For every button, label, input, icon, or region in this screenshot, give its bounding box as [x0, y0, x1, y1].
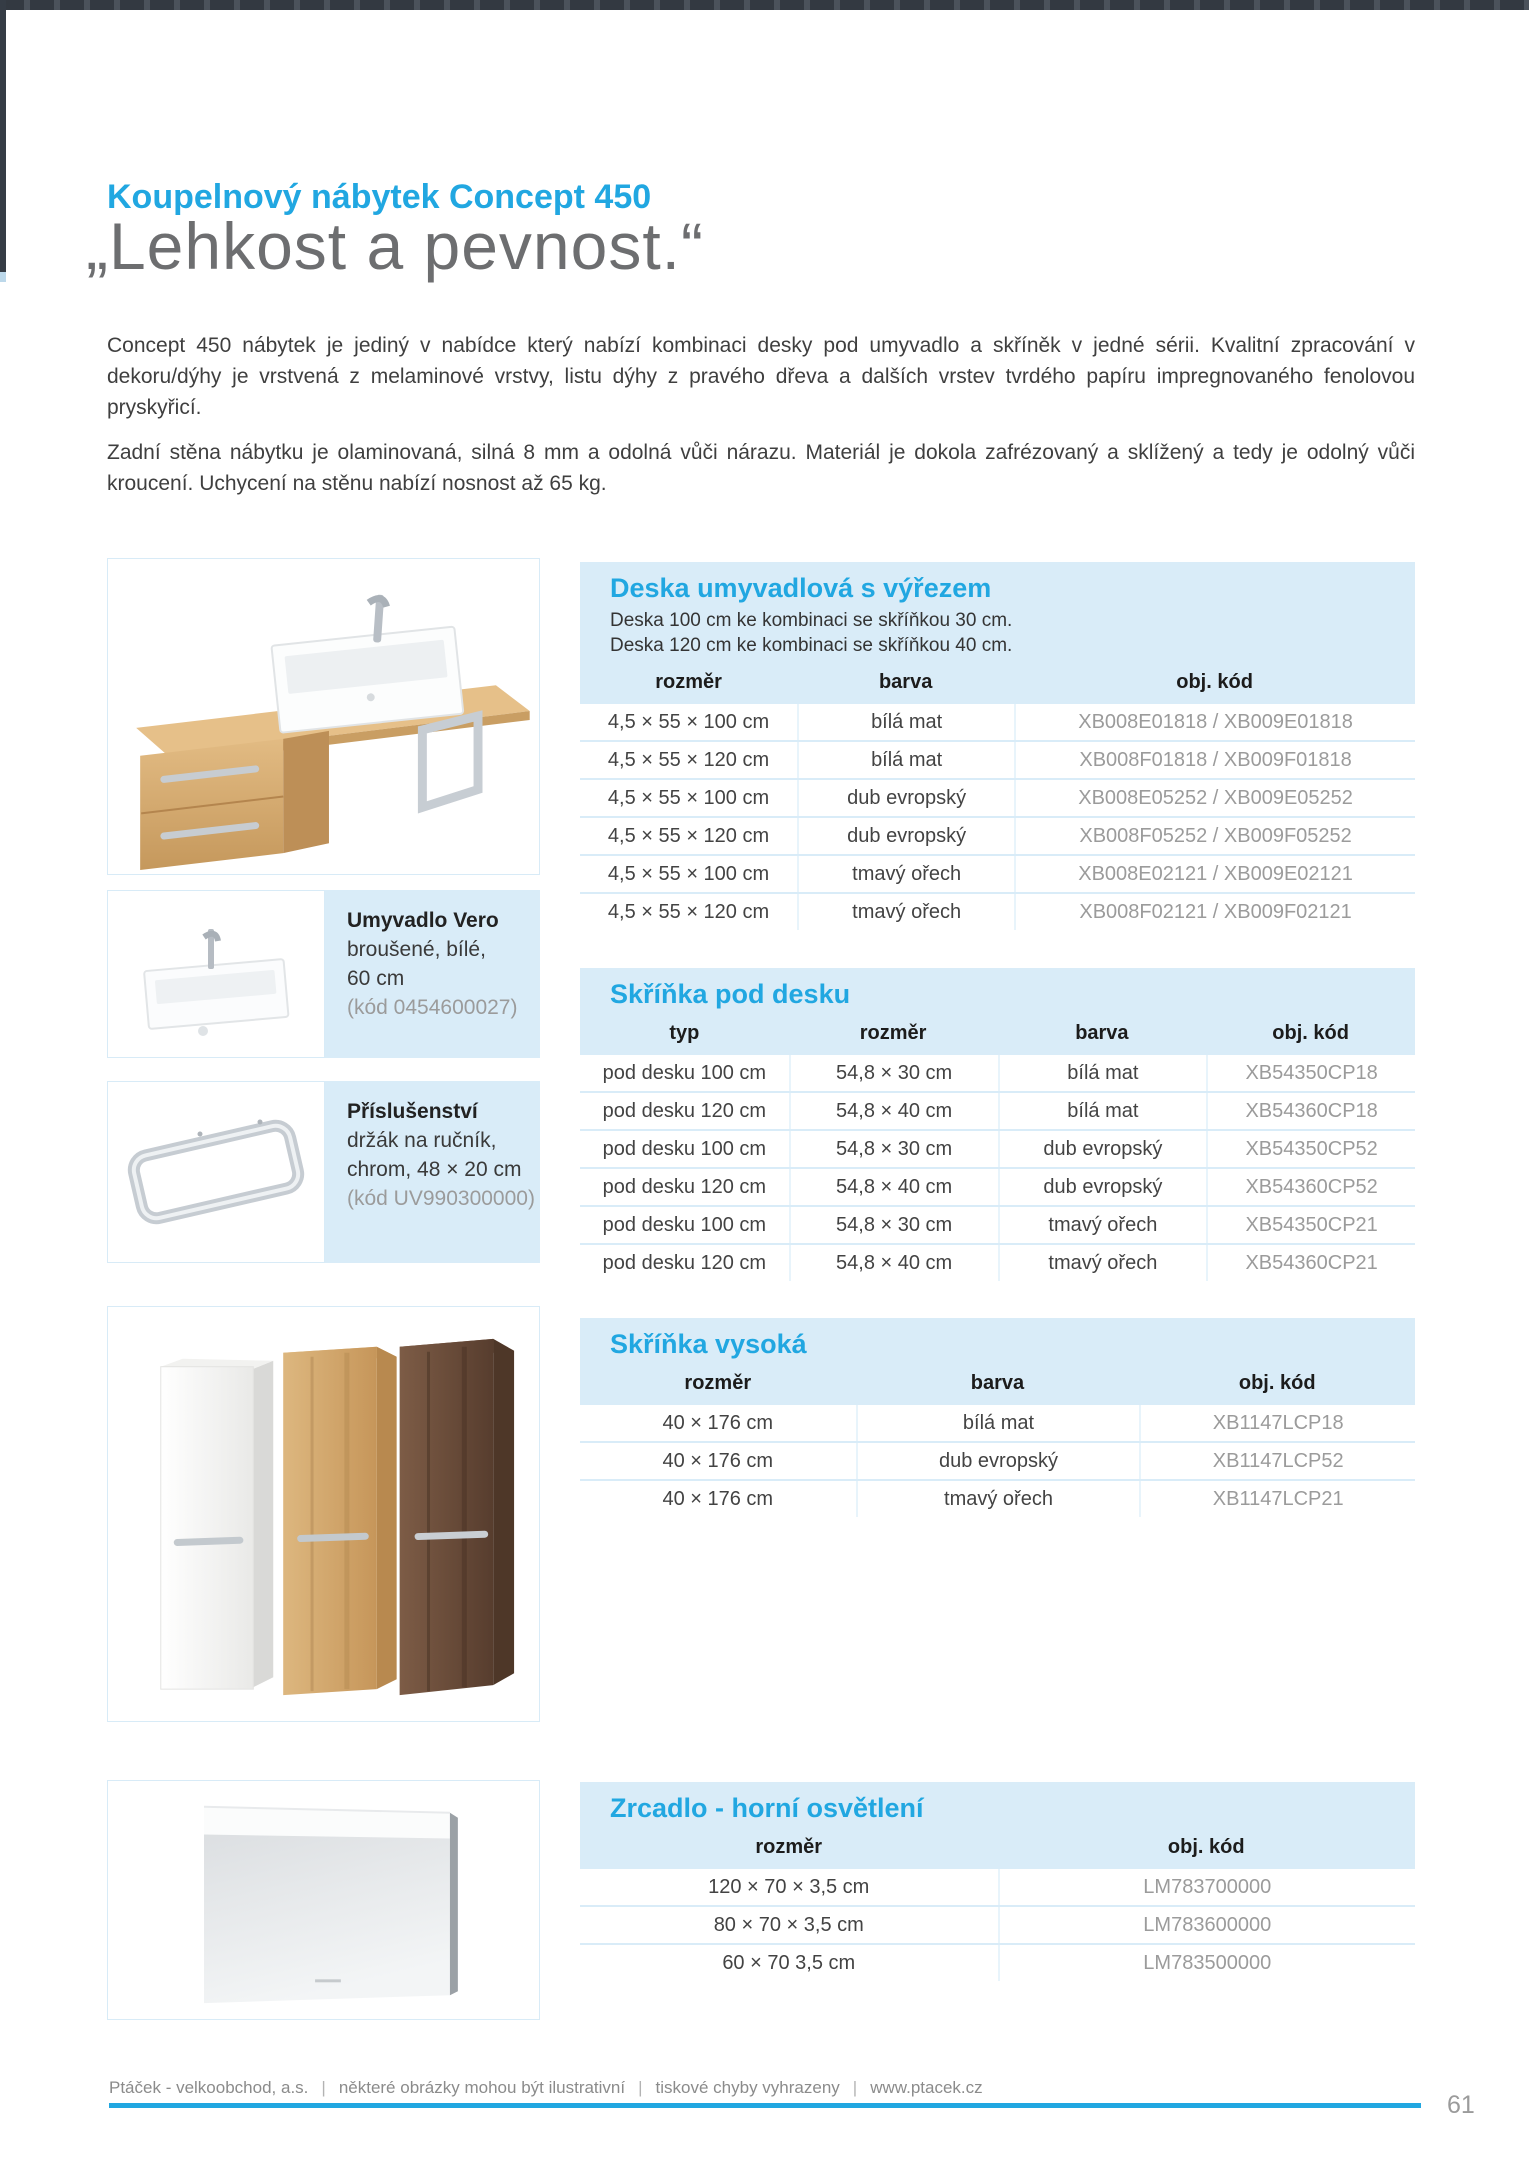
- column-header: typ: [669, 1021, 700, 1044]
- column-header: barva: [970, 1371, 1025, 1394]
- table-cell: 4,5 × 55 × 100 cm: [607, 862, 770, 885]
- table-cell: dub evropský: [797, 818, 1014, 854]
- table-cell: XB008F05252 / XB009F05252: [1014, 818, 1415, 854]
- table-cell: 40 × 176 cm: [662, 1487, 774, 1510]
- accessory-product-block: [107, 1081, 540, 1263]
- column-header: rozměr: [684, 1371, 752, 1394]
- table-title: Zrcadlo - horní osvětlení: [610, 1793, 924, 1823]
- table-cell: dub evropský: [998, 1131, 1207, 1167]
- table-cell: LM783700000: [998, 1869, 1416, 1905]
- table-row: [580, 1945, 1415, 1981]
- table-cell: bílá mat: [797, 742, 1014, 778]
- table-cell: 4,5 × 55 × 120 cm: [607, 900, 770, 923]
- column-header: rozměr: [859, 1021, 927, 1044]
- table-cell: pod desku 100 cm: [602, 1137, 767, 1160]
- table-row: [580, 1443, 1415, 1479]
- footer-item-website: www.ptacek.cz: [870, 2078, 983, 2097]
- table-cell: pod desku 120 cm: [602, 1099, 767, 1122]
- vero-caption-title: Umyvadlo Vero: [347, 909, 499, 932]
- table-cell: dub evropský: [856, 1443, 1140, 1479]
- table-row: [580, 1907, 1415, 1943]
- scan-edge-top: [0, 0, 1529, 10]
- vero-product-block: [107, 890, 540, 1058]
- table-row: [580, 894, 1415, 930]
- washbasin-illustration: [108, 891, 324, 1057]
- table-cell: bílá mat: [998, 1055, 1207, 1091]
- table-cell: XB54350CP18: [1206, 1055, 1415, 1091]
- table-cell: tmavý ořech: [998, 1245, 1207, 1281]
- table-row: [580, 1093, 1415, 1129]
- table-cell: bílá mat: [797, 704, 1014, 740]
- table-section-skrinka-vysoka: [580, 1318, 1415, 1517]
- product-table: [580, 1363, 1415, 1517]
- table-cell: XB1147LCP52: [1139, 1443, 1415, 1479]
- table-row: [580, 1405, 1415, 1441]
- vero-caption-line: 60 cm: [347, 967, 405, 990]
- table-cell: XB54350CP21: [1206, 1207, 1415, 1243]
- product-table: [580, 1827, 1415, 1981]
- footer-item-disclaimer-1: některé obrázky mohou být ilustrativní: [338, 2078, 626, 2097]
- footer: [109, 2078, 983, 2098]
- table-subtitle: Deska 100 cm ke kombinaci se skříňkou 30 cm.: [610, 610, 1013, 631]
- scan-edge-left: [0, 0, 6, 272]
- table-cell: XB008E02121 / XB009E02121: [1014, 856, 1415, 892]
- tall-cabinets-illustration: [108, 1307, 539, 1721]
- table-cell: 54,8 × 30 cm: [789, 1131, 998, 1167]
- footer-divider: |: [321, 2078, 326, 2097]
- table-cell: 54,8 × 40 cm: [789, 1245, 998, 1281]
- table-cell: LM783500000: [998, 1945, 1416, 1981]
- table-cell: pod desku 100 cm: [602, 1213, 767, 1236]
- page-title: Koupelnový nábytek Concept 450: [107, 177, 652, 216]
- accessory-caption: [325, 1081, 540, 1263]
- table-header-row: [580, 1363, 1415, 1403]
- table-cell: tmavý ořech: [797, 856, 1014, 892]
- scan-edge-left-tip: [0, 272, 6, 282]
- column-header: obj. kód: [1176, 670, 1253, 693]
- accessory-caption-line: chrom, 48 × 20 cm: [347, 1158, 522, 1181]
- table-row: [580, 1131, 1415, 1167]
- column-header: barva: [1075, 1021, 1129, 1044]
- intro-paragraph-1: Concept 450 nábytek je jediný v nabídce který nabízí kombinaci desky pod umyvadlo a skříněk v jedné sérii. Kvalitní zpracování v dekoru/dýhy je vrstvená z melaminové vrstvy, listu dýhy z pravého dřeva a dalších vrstev tvrdého papíru impregnovaného fenolovou pryskyřicí.: [107, 334, 1415, 419]
- table-row: [580, 1169, 1415, 1205]
- vero-basin-image: [107, 890, 325, 1058]
- table-cell: 120 × 70 × 3,5 cm: [708, 1875, 870, 1898]
- table-row: [580, 1207, 1415, 1243]
- table-cell: bílá mat: [998, 1093, 1207, 1129]
- table-cell: 40 × 176 cm: [662, 1449, 774, 1472]
- table-row: [580, 856, 1415, 892]
- table-row: [580, 1055, 1415, 1091]
- intro-paragraph-2: Zadní stěna nábytku je olaminovaná, silná 8 mm a odolná vůči nárazu. Materiál je dokola zafrézovaný a sklížený a tedy je odolný vůči kroucení. Uchycení na stěnu nabízí nosnost až 65 kg.: [107, 441, 1415, 495]
- table-cell: tmavý ořech: [856, 1481, 1140, 1517]
- footer-accent-line: [109, 2103, 1421, 2108]
- table-section-deska-umyvadlova: [580, 562, 1415, 930]
- table-cell: XB1147LCP21: [1139, 1481, 1415, 1517]
- table-cell: XB008F01818 / XB009F01818: [1014, 742, 1415, 778]
- towel-holder-illustration: [108, 1082, 324, 1262]
- table-cell: XB008F02121 / XB009F02121: [1014, 894, 1415, 930]
- table-row: [580, 818, 1415, 854]
- table-title: Skříňka pod desku: [610, 979, 851, 1009]
- table-cell: XB54360CP52: [1206, 1169, 1415, 1205]
- mirror-image: [107, 1780, 540, 2020]
- table-cell: tmavý ořech: [998, 1207, 1207, 1243]
- table-subtitle-block: [580, 608, 1415, 658]
- table-cell: XB1147LCP18: [1139, 1405, 1415, 1441]
- accessory-caption-title: Příslušenství: [347, 1100, 478, 1123]
- vero-caption: [325, 890, 540, 1058]
- product-table: [580, 1013, 1415, 1281]
- accessory-caption-line: držák na ručník,: [347, 1129, 497, 1152]
- column-header: obj. kód: [1167, 1835, 1245, 1858]
- table-cell: pod desku 120 cm: [602, 1251, 767, 1274]
- table-cell: XB54360CP21: [1206, 1245, 1415, 1281]
- table-cell: 54,8 × 30 cm: [789, 1207, 998, 1243]
- table-section-skrinka-pod-desku: [580, 968, 1415, 1281]
- table-cell: XB008E05252 / XB009E05252: [1014, 780, 1415, 816]
- footer-divider: |: [638, 2078, 643, 2097]
- table-cell: XB54350CP52: [1206, 1131, 1415, 1167]
- column-header: obj. kód: [1238, 1371, 1316, 1394]
- table-cell: XB008E01818 / XB009E01818: [1014, 704, 1415, 740]
- towel-holder-image: [107, 1081, 325, 1263]
- vero-caption-line: broušené, bílé,: [347, 938, 486, 961]
- table-cell: dub evropský: [797, 780, 1014, 816]
- table-cell: pod desku 100 cm: [602, 1061, 767, 1084]
- page-number: 61: [1447, 2091, 1475, 2119]
- column-header: obj. kód: [1272, 1021, 1349, 1044]
- table-cell: 4,5 × 55 × 120 cm: [607, 748, 770, 771]
- table-cell: 54,8 × 30 cm: [789, 1055, 998, 1091]
- table-section-zrcadlo: [580, 1782, 1415, 1981]
- table-cell: 60 × 70 3,5 cm: [722, 1951, 856, 1974]
- table-subtitle: Deska 120 cm ke kombinaci se skříňkou 40 cm.: [610, 635, 1013, 656]
- table-cell: 4,5 × 55 × 100 cm: [607, 786, 770, 809]
- table-cell: 40 × 176 cm: [662, 1411, 774, 1434]
- table-cell: 80 × 70 × 3,5 cm: [713, 1913, 864, 1936]
- page-quote: „Lehkost a pevnost.“: [86, 209, 704, 283]
- product-table: [580, 662, 1415, 930]
- table-cell: 4,5 × 55 × 120 cm: [607, 824, 770, 847]
- footer-divider: |: [852, 2078, 858, 2097]
- mirror-illustration: [108, 1781, 539, 2019]
- vanity-illustration: [108, 559, 539, 874]
- vanity-console-image: [107, 558, 540, 875]
- table-row: [580, 704, 1415, 740]
- table-cell: dub evropský: [998, 1169, 1207, 1205]
- table-cell: LM783600000: [998, 1907, 1416, 1943]
- footer-item-company: Ptáček - velkoobchod, a.s.: [109, 2078, 309, 2097]
- table-cell: pod desku 120 cm: [602, 1175, 767, 1198]
- vero-caption-code: (kód 0454600027): [347, 996, 518, 1019]
- table-header-row: [580, 662, 1415, 702]
- table-cell: 4,5 × 55 × 100 cm: [607, 710, 770, 733]
- table-header-row: [580, 1827, 1415, 1867]
- table-cell: 54,8 × 40 cm: [789, 1169, 998, 1205]
- column-header: rozměr: [655, 670, 722, 693]
- table-title: Skříňka vysoká: [610, 1329, 807, 1359]
- column-header: rozměr: [755, 1835, 823, 1858]
- table-cell: tmavý ořech: [797, 894, 1014, 930]
- accessory-caption-code: (kód UV990300000): [347, 1187, 535, 1210]
- tall-cabinets-image: [107, 1306, 540, 1722]
- table-cell: bílá mat: [856, 1405, 1140, 1441]
- table-title: Deska umyvadlová s výřezem: [610, 573, 992, 603]
- column-header: barva: [878, 670, 933, 693]
- table-row: [580, 1245, 1415, 1281]
- table-header-row: [580, 1013, 1415, 1053]
- table-cell: XB54360CP18: [1206, 1093, 1415, 1129]
- table-row: [580, 742, 1415, 778]
- table-row: [580, 1869, 1415, 1905]
- table-cell: 54,8 × 40 cm: [789, 1093, 998, 1129]
- table-row: [580, 1481, 1415, 1517]
- table-row: [580, 780, 1415, 816]
- footer-item-disclaimer-2: tiskové chyby vyhrazeny: [655, 2078, 840, 2097]
